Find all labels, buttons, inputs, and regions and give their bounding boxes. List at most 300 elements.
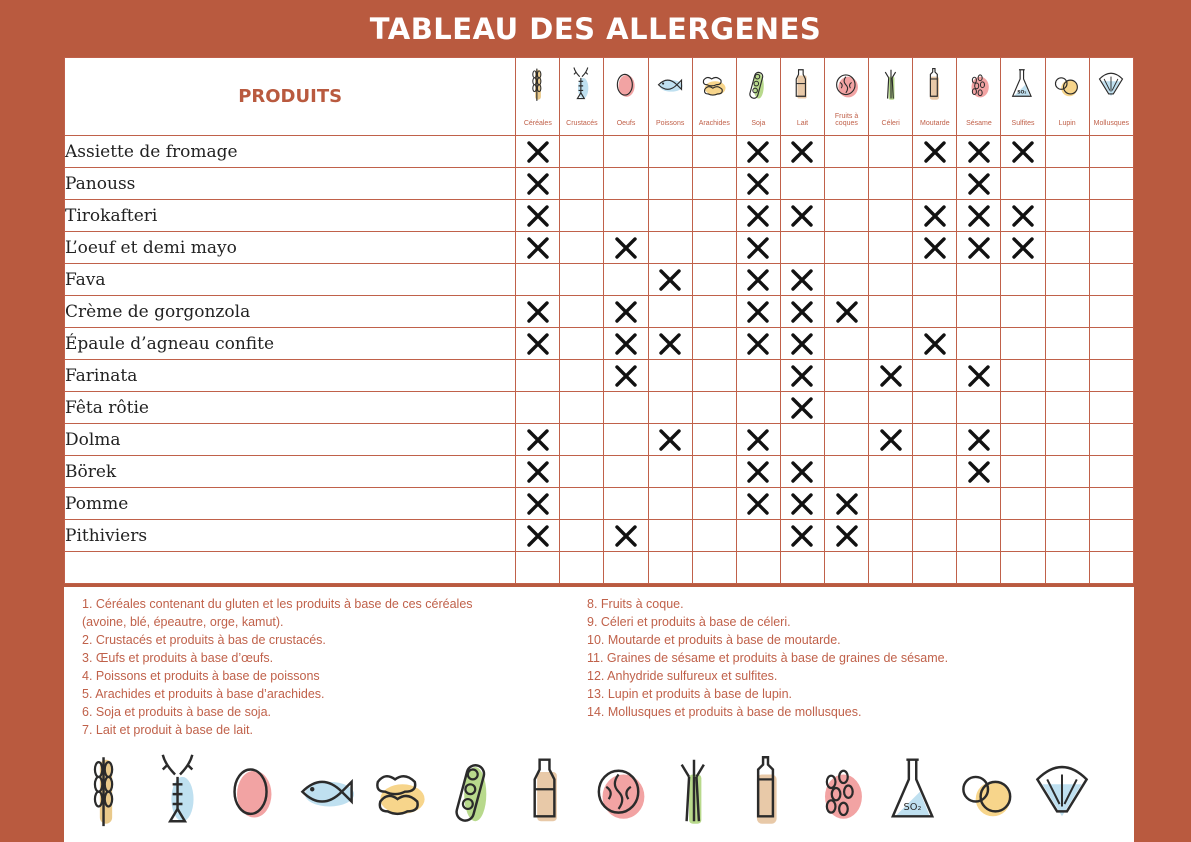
allergen-cell: [780, 328, 824, 360]
allergen-cell: [957, 520, 1001, 552]
allergen-cell: [1001, 168, 1045, 200]
cross-mark-icon: [923, 237, 947, 259]
allergen-cell: [825, 456, 869, 488]
lupin-icon: [956, 747, 1020, 829]
cross-mark-icon: [526, 237, 550, 259]
allergen-cell: [1089, 328, 1133, 360]
svg-text:SO₂: SO₂: [1017, 90, 1027, 96]
legend-item: 7. Lait et produit à base de lait.: [82, 723, 253, 737]
allergen-cell: [1089, 520, 1133, 552]
cross-mark-icon: [614, 333, 638, 355]
cross-mark-icon: [967, 237, 991, 259]
cross-mark-icon: [790, 205, 814, 227]
table-header-row: [65, 58, 1134, 136]
allergen-cell: [692, 360, 736, 392]
allergen-cell: [648, 392, 692, 424]
allergen-cell: [604, 264, 648, 296]
allergen-cell: [1001, 392, 1045, 424]
cross-mark-icon: [526, 461, 550, 483]
allergen-cell: [516, 328, 560, 360]
allergen-cell: [913, 424, 957, 456]
product-name: Börek: [65, 456, 516, 488]
cross-mark-icon: [614, 365, 638, 387]
allergen-cell: [957, 456, 1001, 488]
allergen-cell: [560, 136, 604, 168]
allergen-cell: [913, 392, 957, 424]
allergen-column-header: [913, 58, 957, 136]
allergen-cell: [869, 392, 913, 424]
allergen-cell: [736, 136, 780, 168]
allergen-cell: [825, 232, 869, 264]
allergen-cell: [1045, 296, 1089, 328]
allergen-cell: [1089, 360, 1133, 392]
cross-mark-icon: [790, 141, 814, 163]
legend-item: 5. Arachides et produits à base d’arachides.: [82, 687, 325, 701]
product-name: Tirokafteri: [65, 200, 516, 232]
allergen-label: Céréales: [523, 120, 552, 127]
allergen-cell: [913, 136, 957, 168]
allergen-cell: [560, 296, 604, 328]
legend-column-right: [587, 595, 948, 721]
wheat-icon: [74, 747, 138, 829]
allergen-cell: [560, 552, 604, 584]
table-row: [65, 424, 1134, 456]
cross-mark-icon: [746, 237, 770, 259]
peanut-icon: [699, 64, 729, 102]
allergen-column-header: [692, 58, 736, 136]
allergen-label: Lupin: [1058, 120, 1076, 127]
allergen-cell: [825, 424, 869, 456]
allergen-cell: [780, 168, 824, 200]
cross-mark-icon: [746, 173, 770, 195]
allergen-cell: [869, 296, 913, 328]
product-name: Fava: [65, 264, 516, 296]
allergen-cell: [692, 200, 736, 232]
cross-mark-icon: [967, 429, 991, 451]
cross-mark-icon: [746, 269, 770, 291]
allergen-cell: [604, 456, 648, 488]
cross-mark-icon: [967, 205, 991, 227]
allergen-cell: [736, 200, 780, 232]
allergen-cell: [516, 264, 560, 296]
allergen-cell: [736, 296, 780, 328]
allergen-cell: [1045, 520, 1089, 552]
legend-item: 9. Céleri et produits à base de céleri.: [587, 615, 791, 629]
allergen-label: Sésame: [966, 120, 992, 127]
allergen-cell: [1089, 424, 1133, 456]
shell-icon: [1096, 64, 1126, 102]
allergen-cell: [560, 456, 604, 488]
allergen-cell: [1045, 424, 1089, 456]
allergen-cell: [604, 488, 648, 520]
allergen-cell: [780, 392, 824, 424]
allergen-cell: [516, 392, 560, 424]
allergen-label: Poissons: [655, 120, 685, 127]
allergen-cell: [1089, 168, 1133, 200]
allergen-cell: [1001, 456, 1045, 488]
allergen-cell: [869, 424, 913, 456]
allergen-cell: [869, 520, 913, 552]
allergen-cell: [604, 200, 648, 232]
allergen-cell: [1001, 424, 1045, 456]
allergen-cell: [1045, 264, 1089, 296]
allergen-cell: [736, 264, 780, 296]
allergen-cell: [957, 296, 1001, 328]
allergen-cell: [604, 552, 648, 584]
allergen-cell: [957, 168, 1001, 200]
products-column-header: PRODUITS: [65, 58, 516, 136]
allergen-label: Céleri: [881, 120, 900, 127]
allergen-cell: [869, 200, 913, 232]
cross-mark-icon: [746, 461, 770, 483]
table-row: [65, 488, 1134, 520]
allergen-cell: [692, 424, 736, 456]
allergen-cell: [825, 264, 869, 296]
table-row: [65, 264, 1134, 296]
cross-mark-icon: [614, 237, 638, 259]
cross-mark-icon: [879, 365, 903, 387]
allergen-cell: [516, 552, 560, 584]
allergen-cell: [1001, 552, 1045, 584]
allergen-cell: [869, 232, 913, 264]
allergen-column-header: [1089, 58, 1133, 136]
allergen-column-header: [736, 58, 780, 136]
celery-icon: [876, 64, 906, 102]
allergen-cell: [1045, 392, 1089, 424]
allergen-cell: [692, 328, 736, 360]
product-name: Panouss: [65, 168, 516, 200]
table-row: [65, 200, 1134, 232]
allergen-cell: [825, 136, 869, 168]
allergen-cell: [957, 136, 1001, 168]
allergen-table: [64, 57, 1134, 584]
allergen-cell: [692, 552, 736, 584]
allergen-icon-row: [64, 747, 1134, 837]
allergen-cell: [516, 200, 560, 232]
table-row: [65, 552, 1134, 584]
allergen-cell: [560, 488, 604, 520]
allergen-cell: [516, 168, 560, 200]
legend-column-left: [82, 595, 473, 739]
peanut-icon: [368, 747, 432, 829]
allergen-cell: [560, 264, 604, 296]
allergen-label: Soja: [751, 120, 766, 127]
allergen-cell: [825, 392, 869, 424]
cross-mark-icon: [1011, 141, 1035, 163]
allergen-cell: [560, 328, 604, 360]
table-row: [65, 456, 1134, 488]
allergen-label: Crustacés: [566, 120, 598, 127]
cross-mark-icon: [526, 429, 550, 451]
allergen-cell: [780, 488, 824, 520]
allergen-cell: [1045, 136, 1089, 168]
egg-icon: [611, 64, 641, 102]
wheat-icon: [523, 64, 553, 102]
allergen-cell: [692, 136, 736, 168]
allergen-cell: [648, 296, 692, 328]
cross-mark-icon: [835, 493, 859, 515]
product-name: Dolma: [65, 424, 516, 456]
allergen-cell: [604, 520, 648, 552]
allergen-cell: [780, 520, 824, 552]
legend-item: 12. Anhydride sulfureux et sulfites.: [587, 669, 778, 683]
cross-mark-icon: [967, 365, 991, 387]
allergen-cell: [1089, 488, 1133, 520]
allergen-cell: [1045, 232, 1089, 264]
cross-mark-icon: [526, 173, 550, 195]
cross-mark-icon: [746, 429, 770, 451]
product-name: Assiette de fromage: [65, 136, 516, 168]
allergen-cell: [780, 200, 824, 232]
allergen-cell: [1089, 200, 1133, 232]
allergen-cell: [648, 328, 692, 360]
allergen-cell: [869, 168, 913, 200]
allergen-cell: [516, 488, 560, 520]
allergen-column-header: [1045, 58, 1089, 136]
allergen-cell: [604, 328, 648, 360]
allergen-column-header: [869, 58, 913, 136]
allergen-cell: [1001, 488, 1045, 520]
allergen-cell: [1001, 264, 1045, 296]
allergen-cell: [957, 392, 1001, 424]
allergen-cell: [957, 424, 1001, 456]
cross-mark-icon: [790, 461, 814, 483]
allergen-cell: [516, 296, 560, 328]
cross-mark-icon: [746, 301, 770, 323]
cross-mark-icon: [967, 173, 991, 195]
allergen-cell: [780, 232, 824, 264]
product-name: L’oeuf et demi mayo: [65, 232, 516, 264]
allergen-cell: [560, 520, 604, 552]
allergen-cell: [692, 520, 736, 552]
fish-icon: [295, 747, 359, 829]
allergen-cell: [516, 232, 560, 264]
allergen-column-header: [957, 58, 1001, 136]
allergen-cell: [780, 424, 824, 456]
cross-mark-icon: [526, 525, 550, 547]
allergen-cell: [957, 264, 1001, 296]
cross-mark-icon: [967, 461, 991, 483]
cross-mark-icon: [614, 301, 638, 323]
cross-mark-icon: [526, 141, 550, 163]
allergen-cell: [604, 424, 648, 456]
sesame-icon: [809, 747, 873, 829]
cross-mark-icon: [835, 301, 859, 323]
legend-item: 6. Soja et produits à base de soja.: [82, 705, 272, 719]
cross-mark-icon: [526, 301, 550, 323]
allergen-cell: [604, 168, 648, 200]
allergen-column-header: [825, 58, 869, 136]
product-name: Farinata: [65, 360, 516, 392]
cross-mark-icon: [1011, 237, 1035, 259]
allergen-cell: [913, 552, 957, 584]
table-row: [65, 136, 1134, 168]
allergen-cell: [648, 232, 692, 264]
cross-mark-icon: [835, 525, 859, 547]
cross-mark-icon: [746, 141, 770, 163]
allergen-table-panel: [64, 57, 1134, 584]
allergen-cell: [692, 264, 736, 296]
allergen-cell: [1045, 200, 1089, 232]
legend-panel: [64, 587, 1134, 842]
egg-icon: [221, 747, 285, 829]
crayfish-icon: [148, 747, 212, 829]
allergen-cell: [913, 520, 957, 552]
cross-mark-icon: [746, 493, 770, 515]
allergen-column-header: [604, 58, 648, 136]
allergen-cell: [560, 200, 604, 232]
allergen-cell: [560, 232, 604, 264]
allergen-cell: [957, 200, 1001, 232]
allergen-cell: [869, 264, 913, 296]
allergen-cell: [736, 168, 780, 200]
allergen-cell: [1001, 136, 1045, 168]
flask-so2-icon: [883, 747, 947, 829]
allergen-cell: [516, 136, 560, 168]
legend-item: 1. Céréales contenant du gluten et les produits à base de ces céréales: [82, 597, 473, 611]
flask-so2-icon: [1008, 64, 1038, 102]
lupin-icon: [1052, 64, 1082, 102]
allergen-cell: [780, 296, 824, 328]
allergen-cell: [736, 424, 780, 456]
allergen-cell: [957, 552, 1001, 584]
allergen-cell: [560, 392, 604, 424]
allergen-cell: [780, 456, 824, 488]
cross-mark-icon: [790, 269, 814, 291]
cross-mark-icon: [879, 429, 903, 451]
allergen-label: Sulfites: [1011, 120, 1035, 127]
allergen-cell: [1089, 552, 1133, 584]
allergen-cell: [1089, 456, 1133, 488]
allergen-column-header: [516, 58, 560, 136]
legend-item: (avoine, blé, épeautre, orge, kamut).: [82, 615, 284, 629]
allergen-cell: [736, 552, 780, 584]
allergen-label: Arachides: [698, 120, 730, 127]
table-row: [65, 360, 1134, 392]
cross-mark-icon: [1011, 205, 1035, 227]
allergen-label: Oeufs: [616, 120, 636, 127]
allergen-cell: [1045, 168, 1089, 200]
allergen-column-header: [780, 58, 824, 136]
allergen-cell: [780, 264, 824, 296]
allergen-cell: [869, 136, 913, 168]
allergen-cell: [736, 232, 780, 264]
allergen-cell: [1045, 488, 1089, 520]
cross-mark-icon: [790, 365, 814, 387]
allergen-cell: [869, 328, 913, 360]
allergen-cell: [780, 552, 824, 584]
allergen-cell: [957, 232, 1001, 264]
allergen-cell: [1089, 296, 1133, 328]
mustard-bottle-icon: [736, 747, 800, 829]
allergen-cell: [692, 488, 736, 520]
allergen-cell: [1001, 328, 1045, 360]
cross-mark-icon: [790, 525, 814, 547]
allergen-label: Mollusques: [1093, 120, 1130, 127]
allergen-cell: [913, 168, 957, 200]
allergen-cell: [913, 232, 957, 264]
cross-mark-icon: [658, 333, 682, 355]
allergen-cell: [913, 200, 957, 232]
legend-item: 8. Fruits à coque.: [587, 597, 684, 611]
allergen-cell: [1089, 136, 1133, 168]
allergen-cell: [604, 296, 648, 328]
allergen-cell: [516, 424, 560, 456]
allergen-cell: [957, 328, 1001, 360]
table-row: [65, 168, 1134, 200]
allergen-cell: [869, 456, 913, 488]
soybean-icon: [743, 64, 773, 102]
cross-mark-icon: [746, 205, 770, 227]
cross-mark-icon: [967, 141, 991, 163]
allergen-cell: [957, 488, 1001, 520]
cross-mark-icon: [526, 493, 550, 515]
allergen-cell: [648, 200, 692, 232]
allergen-cell: [560, 168, 604, 200]
allergen-cell: [648, 488, 692, 520]
allergen-column-header: [560, 58, 604, 136]
product-name: [65, 552, 516, 584]
table-row: [65, 520, 1134, 552]
allergen-label: Fruits à coques: [834, 113, 859, 127]
allergen-cell: [1089, 264, 1133, 296]
allergen-cell: [1045, 360, 1089, 392]
allergen-cell: [516, 360, 560, 392]
fish-icon: [655, 64, 685, 102]
legend-item: 3. Œufs et produits à base d’œufs.: [82, 651, 274, 665]
product-name: Crème de gorgonzola: [65, 296, 516, 328]
allergen-cell: [648, 456, 692, 488]
allergen-cell: [825, 296, 869, 328]
allergen-cell: [736, 392, 780, 424]
cross-mark-icon: [658, 269, 682, 291]
allergen-cell: [1001, 520, 1045, 552]
allergen-cell: [825, 200, 869, 232]
allergen-cell: [736, 360, 780, 392]
table-row: [65, 392, 1134, 424]
cross-mark-icon: [658, 429, 682, 451]
allergen-cell: [913, 360, 957, 392]
table-row: [65, 296, 1134, 328]
allergen-column-header: [648, 58, 692, 136]
allergen-cell: [648, 360, 692, 392]
legend-item: 14. Mollusques et produits à base de mollusques.: [587, 705, 862, 719]
product-name: Pomme: [65, 488, 516, 520]
cross-mark-icon: [526, 333, 550, 355]
allergen-cell: [736, 328, 780, 360]
milk-bottle-icon: [515, 747, 579, 829]
table-row: [65, 232, 1134, 264]
crayfish-icon: [567, 64, 597, 102]
allergen-cell: [780, 136, 824, 168]
product-name: Épaule d’agneau confite: [65, 328, 516, 360]
legend-item: 2. Crustacés et produits à bas de crustacés.: [82, 633, 326, 647]
allergen-cell: [648, 168, 692, 200]
allergen-cell: [1001, 296, 1045, 328]
allergen-cell: [869, 488, 913, 520]
legend-item: 11. Graines de sésame et produits à base de graines de sésame.: [587, 651, 949, 665]
allergen-cell: [648, 136, 692, 168]
allergen-label: Moutarde: [920, 120, 950, 127]
allergen-cell: [604, 360, 648, 392]
page-title: TABLEAU DES ALLERGENES: [369, 12, 822, 46]
allergen-cell: [736, 520, 780, 552]
allergen-column-header: [1001, 58, 1045, 136]
allergen-cell: [825, 328, 869, 360]
allergen-cell: [913, 296, 957, 328]
allergen-cell: [560, 424, 604, 456]
allergen-cell: [913, 264, 957, 296]
